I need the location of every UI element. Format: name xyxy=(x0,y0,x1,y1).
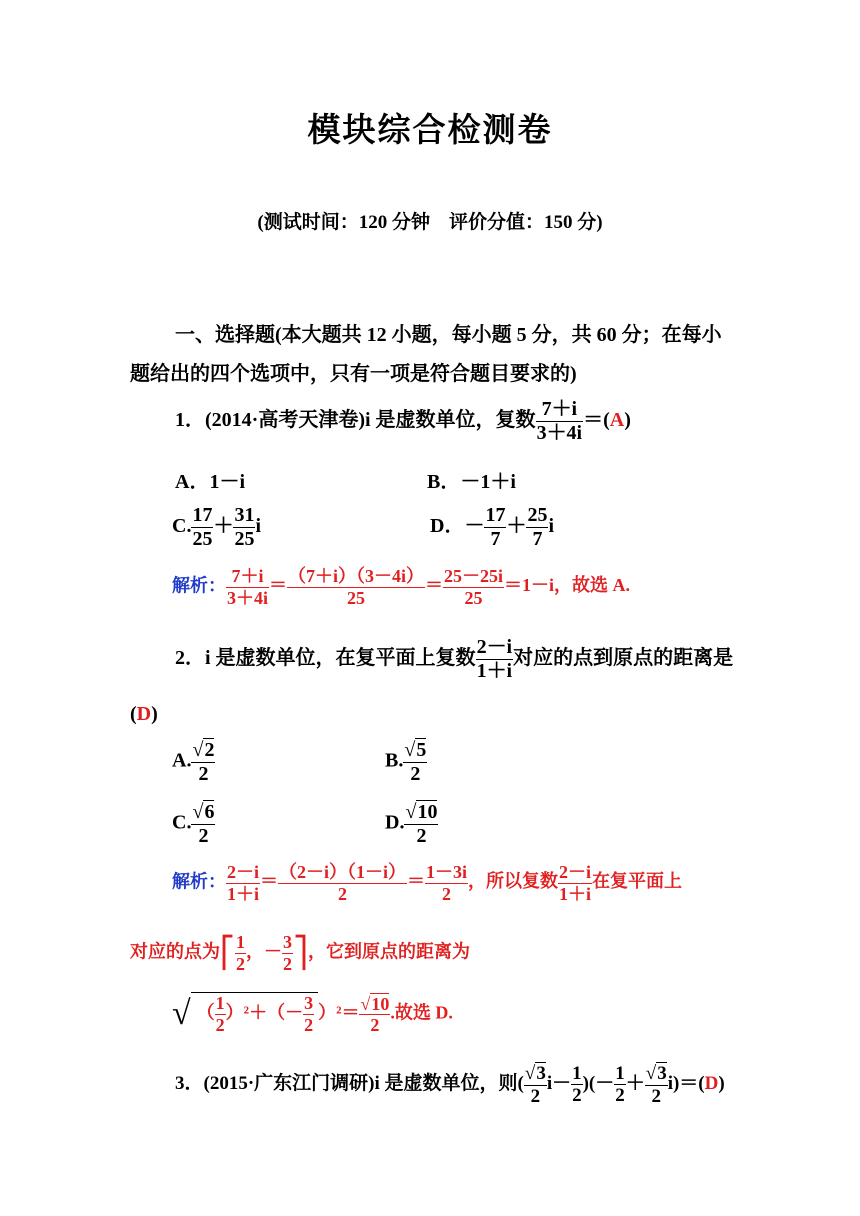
section-desc: (本大题共 12 小题，每小题 5 分，共 60 分；在每小 xyxy=(275,324,722,346)
solution-body xyxy=(226,862,683,904)
fraction-numerator xyxy=(403,738,427,763)
fraction-numerator: 7＋i xyxy=(226,566,269,588)
question-text: 对应的点到原点的距离是 xyxy=(513,647,734,670)
fraction xyxy=(233,504,255,551)
radicand: 5 xyxy=(416,739,427,761)
fraction xyxy=(484,504,506,551)
question-2-answer-line xyxy=(130,703,158,726)
fraction-denominator: 2 xyxy=(442,883,452,904)
fraction xyxy=(476,636,514,683)
equals: ＝ xyxy=(425,575,444,596)
fraction xyxy=(404,800,438,848)
fraction-denominator: 25 xyxy=(192,528,213,550)
fraction xyxy=(191,800,215,848)
fraction-numerator xyxy=(359,993,390,1016)
paren: ) xyxy=(151,703,158,725)
question-number: 3． xyxy=(175,1073,204,1095)
section-heading: 一、选择题 xyxy=(175,324,275,346)
fraction-denominator: 2 xyxy=(370,1015,380,1036)
answer: D xyxy=(136,703,152,725)
fraction-denominator: 7 xyxy=(490,528,501,550)
fraction-denominator: 1＋i xyxy=(476,660,513,682)
math-text: i)＝( xyxy=(667,1073,705,1095)
fraction-numerator: 2－i xyxy=(476,636,513,658)
fraction-numerator: 2－i xyxy=(227,862,260,882)
sqrt-sign: √ xyxy=(405,801,417,823)
option-a xyxy=(172,738,215,786)
fraction xyxy=(425,862,468,904)
question-2-stem xyxy=(175,636,733,683)
fraction xyxy=(443,566,504,608)
solution-text: ，它到原点的距离为 xyxy=(308,941,470,962)
fraction-numerator: 25 xyxy=(527,504,548,526)
sqrt-sign: √ xyxy=(404,739,416,761)
math-text: i－ xyxy=(546,1073,572,1095)
fraction-denominator: 2 xyxy=(236,953,245,974)
question-text: i 是虚数单位，在复平面上复数 xyxy=(205,647,476,670)
fraction xyxy=(287,566,425,608)
question-1-stem xyxy=(175,398,631,445)
math-text: )(－ xyxy=(582,1073,615,1095)
option-label: C. xyxy=(172,811,192,834)
fraction-numerator xyxy=(524,1062,547,1086)
equals: ＝ xyxy=(407,871,426,892)
question-number: 2． xyxy=(175,647,205,670)
question-3-stem xyxy=(175,1062,725,1108)
fraction-denominator: 2 xyxy=(615,1085,625,1107)
fraction xyxy=(645,1062,668,1108)
sqrt-sign: √ xyxy=(524,1063,536,1084)
imag-unit: i xyxy=(255,515,262,538)
question-text: i 是虚数单位，则( xyxy=(374,1073,524,1095)
radicand: 10 xyxy=(417,801,438,823)
fraction xyxy=(526,504,548,551)
radicand xyxy=(191,992,318,1035)
comma: ，－ xyxy=(246,941,282,962)
section-desc-line2: 题给出的四个选项中，只有一项是符合题目要求的) xyxy=(130,363,577,385)
fraction xyxy=(524,1062,547,1108)
fraction-denominator: 2 xyxy=(530,1085,541,1107)
fraction-numerator: 25－25i xyxy=(444,566,504,586)
fraction-numerator: 17 xyxy=(192,504,213,526)
fraction xyxy=(215,993,226,1035)
math-text: ＋ xyxy=(625,1073,645,1095)
fraction-numerator xyxy=(645,1062,668,1086)
fraction xyxy=(235,932,246,974)
question-text: i 是虚数单位，复数 xyxy=(365,409,536,432)
fraction-denominator: 7 xyxy=(532,528,543,550)
fraction xyxy=(191,738,215,786)
fraction-denominator: 2 xyxy=(416,825,427,847)
answer: D xyxy=(704,1073,719,1095)
fraction-denominator: 2 xyxy=(198,763,209,785)
fraction-denominator: 2 xyxy=(410,763,421,785)
option-label: A. xyxy=(172,749,192,772)
imag-unit: i xyxy=(548,515,555,538)
fraction-numerator: 3 xyxy=(304,993,314,1013)
solution-tail: ＝1－i，故选 A. xyxy=(504,575,631,596)
fraction-denominator: 25 xyxy=(347,587,366,608)
fraction-numerator: 1 xyxy=(215,993,225,1013)
fraction-denominator: 2 xyxy=(651,1085,661,1107)
solution-2-line2 xyxy=(130,932,470,974)
fraction-numerator xyxy=(191,800,215,825)
fraction xyxy=(282,932,293,974)
fraction-numerator xyxy=(404,800,438,825)
radicand: 2 xyxy=(204,739,215,761)
bracket-right: ⎤ xyxy=(293,936,308,970)
radicand: 3 xyxy=(657,1063,667,1084)
option-label: D．－ xyxy=(430,515,485,538)
option-c xyxy=(172,504,261,551)
fraction-denominator: 2 xyxy=(215,1014,225,1035)
solution-label: 解析： xyxy=(172,871,226,892)
equals: ＝( xyxy=(583,409,610,432)
paren: ) xyxy=(718,1073,725,1095)
radicand: 10 xyxy=(371,993,390,1014)
fraction-denominator: 2 xyxy=(283,953,292,974)
paren: （ xyxy=(196,1002,215,1023)
fraction-numerator: 3 xyxy=(283,932,292,952)
plus: ＋ xyxy=(213,515,234,538)
plus: ＋ xyxy=(506,515,527,538)
fraction-numerator xyxy=(191,738,215,763)
fraction-numerator: 1 xyxy=(572,1062,582,1084)
solution-text: ）²＝ xyxy=(318,1002,360,1023)
sqrt-sign: √ xyxy=(172,995,191,1033)
fraction-numerator: 7＋i xyxy=(536,398,584,422)
document-subtitle: (测试时间：120 分钟 评价分值：150 分) xyxy=(257,212,603,233)
radicand: 3 xyxy=(536,1063,546,1084)
fraction-numerator: 31 xyxy=(234,504,255,526)
radicand: 6 xyxy=(204,801,215,823)
fraction xyxy=(571,1063,583,1108)
option-b xyxy=(385,738,427,786)
solution-1 xyxy=(172,566,630,608)
bracket-left: ⎡ xyxy=(220,936,235,970)
fraction-numerator: 1 xyxy=(236,932,245,952)
option-a: A．1－i xyxy=(175,471,245,493)
question-number: 1． xyxy=(175,409,205,432)
fraction-numerator: 17 xyxy=(485,504,506,526)
equals: ＝ xyxy=(269,575,288,596)
sqrt-sign: √ xyxy=(192,801,204,823)
fraction-denominator: 2 xyxy=(304,1014,314,1035)
solution-text: ，所以复数 xyxy=(468,871,559,892)
option-c xyxy=(172,800,215,848)
question-source: (2015·广东江门调研) xyxy=(203,1073,375,1095)
option-label: D. xyxy=(385,811,405,834)
fraction-denominator: 3＋4i xyxy=(536,422,583,444)
sqrt-sign: √ xyxy=(645,1063,657,1084)
option-label: C. xyxy=(172,515,192,538)
fraction xyxy=(536,398,584,445)
fraction-numerator: 1 xyxy=(615,1062,625,1084)
fraction xyxy=(614,1063,626,1108)
fraction-denominator: 25 xyxy=(234,528,255,550)
fraction-numerator: （7＋i）（3－4i） xyxy=(288,566,425,586)
fraction-denominator: 2 xyxy=(338,883,348,904)
fraction-numerator: （2－i）（1－i） xyxy=(279,862,407,882)
paren: ( xyxy=(130,703,137,725)
solution-text: 对应的点为 xyxy=(130,941,220,962)
solution-text: ）²＋（－ xyxy=(225,1002,304,1023)
document-title: 模块综合检测卷 xyxy=(307,113,553,149)
fraction xyxy=(359,993,390,1036)
answer: A xyxy=(609,409,625,432)
paren: ) xyxy=(624,409,631,432)
fraction xyxy=(191,504,213,551)
fraction-denominator: 2 xyxy=(572,1085,582,1107)
fraction-denominator: 3＋4i xyxy=(227,587,269,608)
option-label: B. xyxy=(385,749,404,772)
fraction-denominator: 1＋i xyxy=(227,883,260,904)
option-b: B．－1＋i xyxy=(427,471,516,493)
fraction xyxy=(278,862,407,904)
fraction xyxy=(403,738,427,786)
fraction-denominator: 25 xyxy=(464,587,483,608)
solution-label: 解析： xyxy=(172,575,226,596)
fraction-denominator: 2 xyxy=(198,825,209,847)
fraction xyxy=(558,862,592,904)
solution-text: 在复平面上 xyxy=(592,871,683,892)
sqrt-sign: √ xyxy=(360,993,371,1014)
solution-body xyxy=(226,566,631,608)
fraction-numerator: 2－i xyxy=(559,862,592,882)
question-source: (2014·高考天津卷) xyxy=(205,409,365,432)
solution-2-line3 xyxy=(172,992,453,1036)
solution-tail: .故选 D. xyxy=(390,1002,453,1023)
sqrt-sign: √ xyxy=(192,739,204,761)
fraction xyxy=(226,566,269,608)
fraction xyxy=(226,862,260,904)
equals: ＝ xyxy=(260,871,279,892)
solution-2-line1 xyxy=(172,862,682,904)
fraction-denominator: 1＋i xyxy=(559,883,592,904)
fraction-numerator: 1－3i xyxy=(426,862,468,882)
option-d xyxy=(385,800,438,848)
section-heading-line1 xyxy=(175,318,722,347)
fraction xyxy=(303,993,314,1035)
option-d xyxy=(430,504,554,551)
